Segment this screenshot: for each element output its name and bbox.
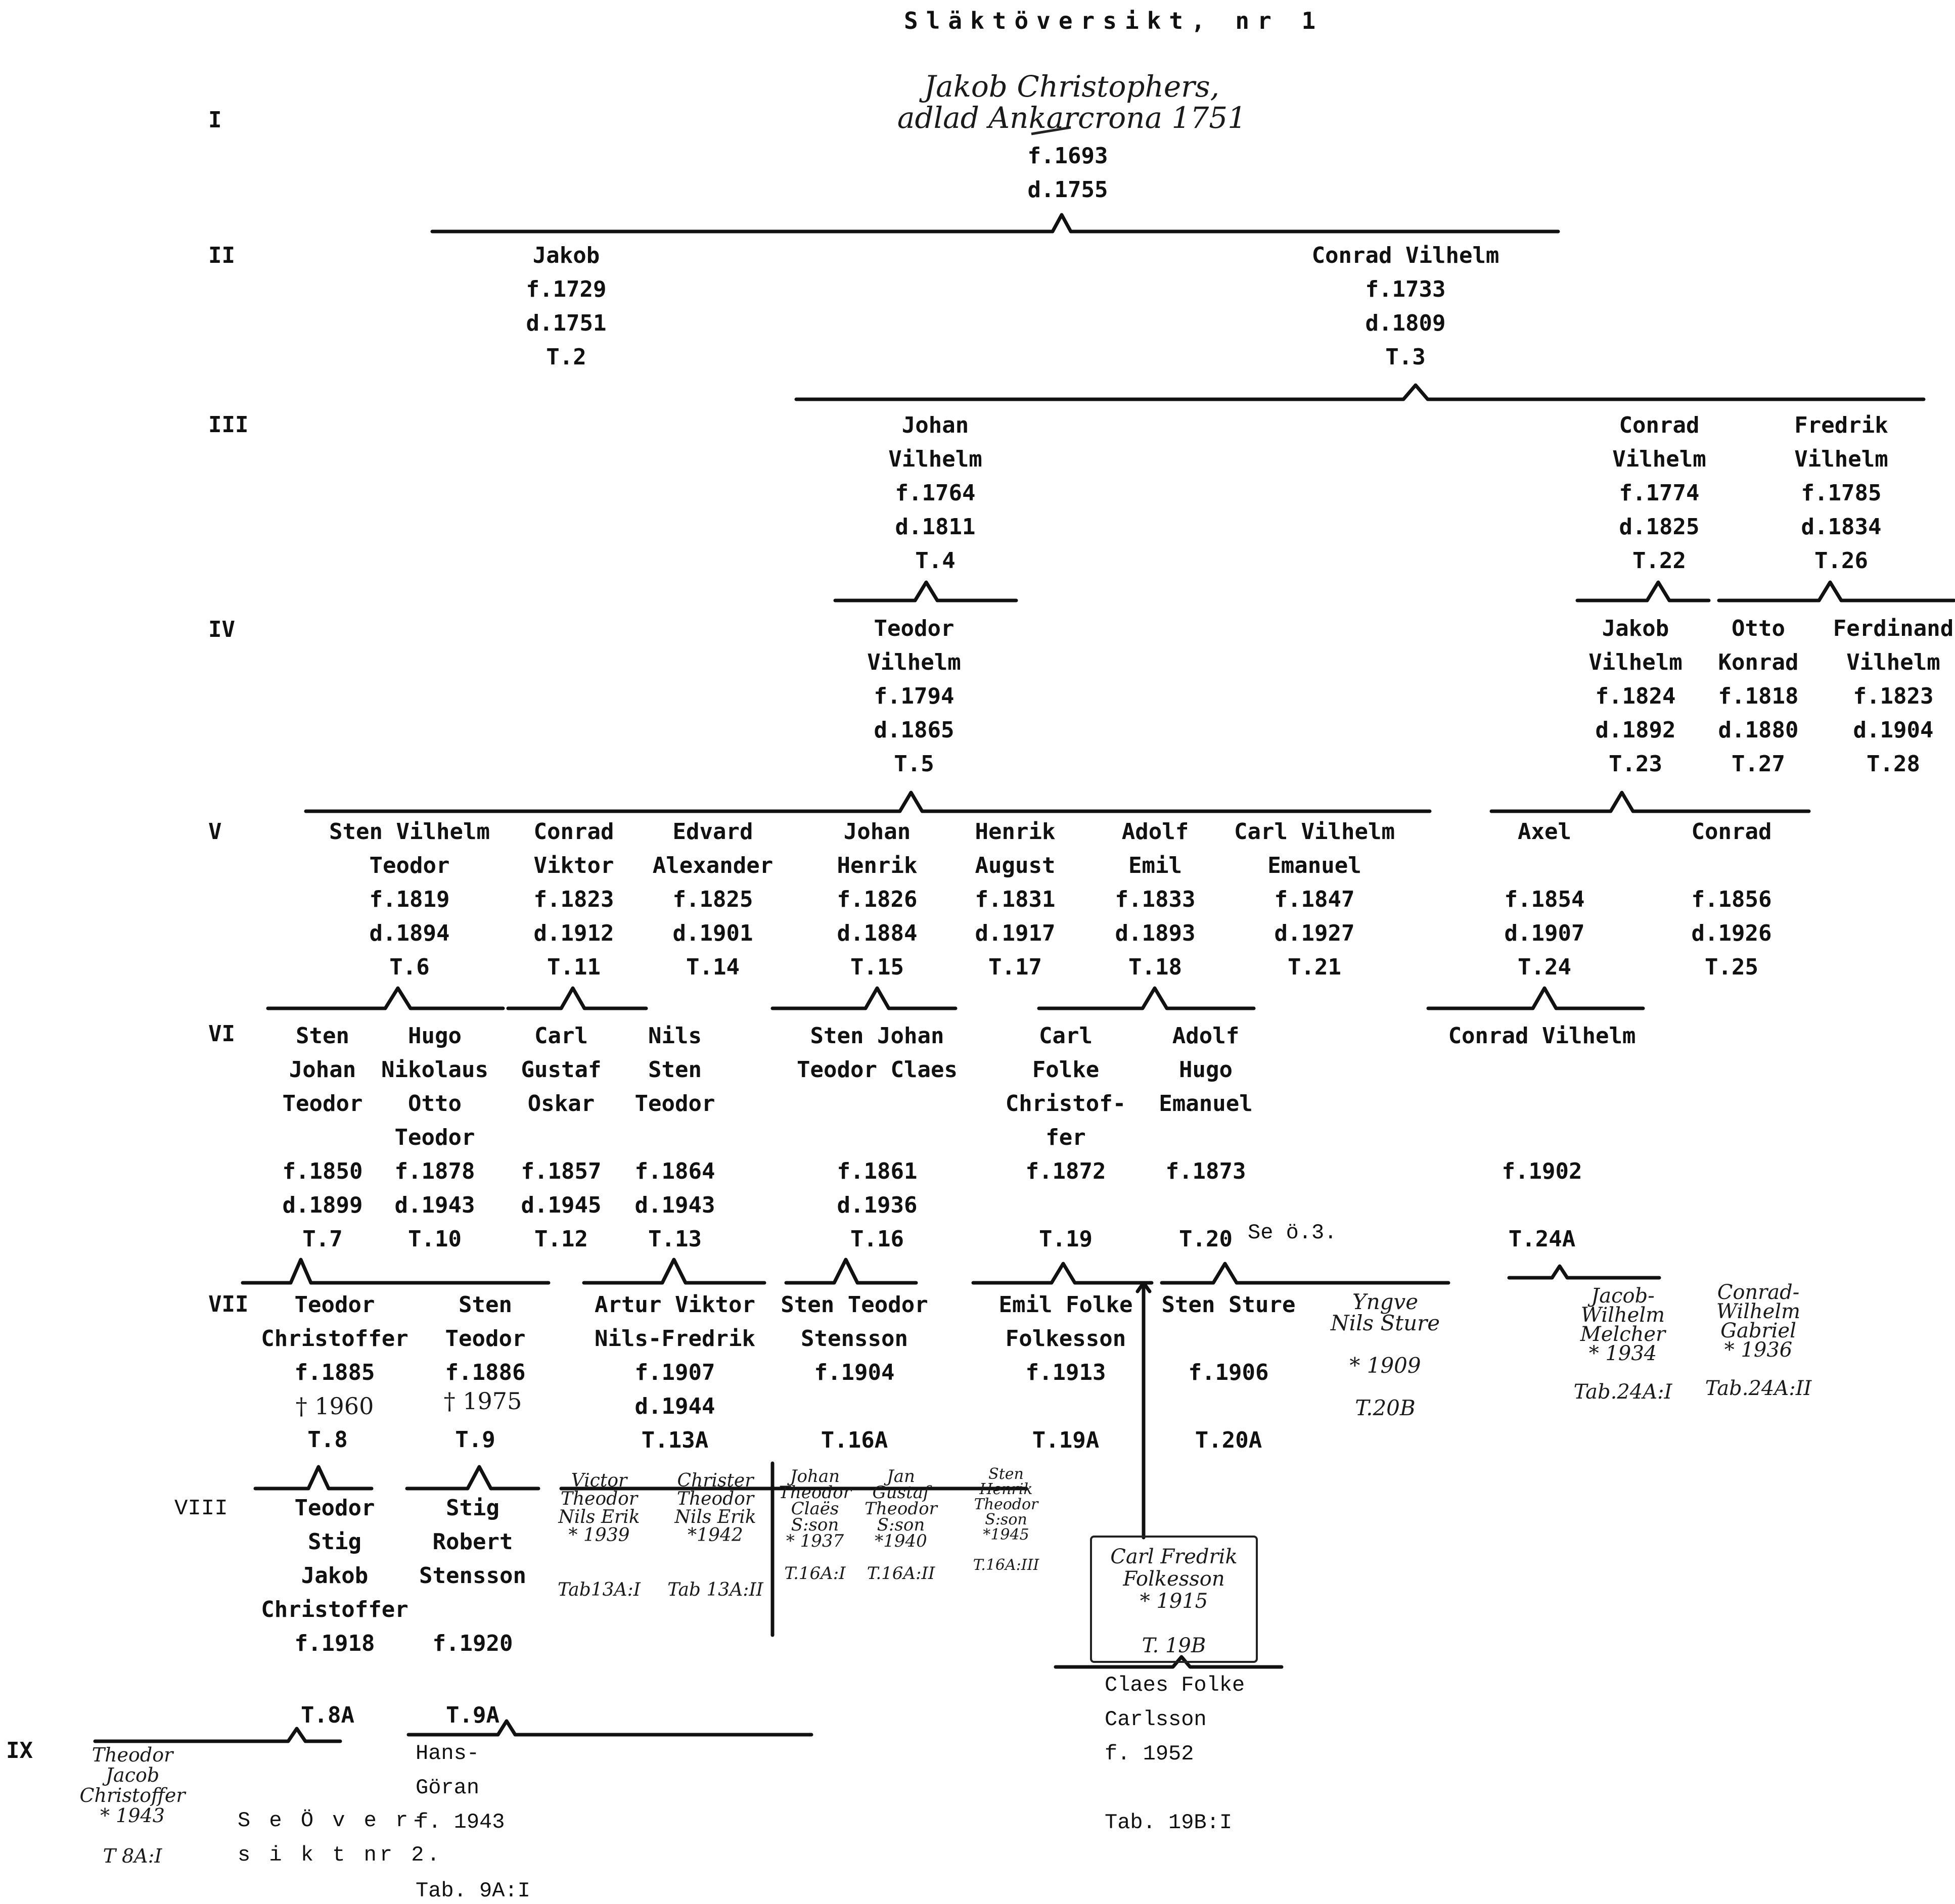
see-overview-note: S e Ö v e r- s i k t nr 2.: [238, 1808, 443, 1867]
person-hugo-nikolaus: Hugo Nikolaus Otto Teodor f.1878 d.1943 T.10: [381, 1023, 488, 1252]
generation-label: VII: [208, 1291, 249, 1317]
person-conrad-1856: Conrad f.1856 d.1926 T.25: [1691, 819, 1772, 980]
person-sten-teodor-1886: Sten Teodor f.1886: [445, 1292, 526, 1385]
person-adolf-emil: Adolf Emil f.1833 d.1893 T.18: [1115, 819, 1196, 980]
person-otto-konrad: Otto Konrad f.1818 d.1880 T.27: [1718, 616, 1799, 777]
person-sten-sture: Sten Sture f.1906 T.20A: [1161, 1292, 1296, 1453]
person-jakob-vilhelm: Jakob Vilhelm f.1824 d.1892 T.23: [1588, 616, 1683, 777]
cross-reference-note: Se ö.3.: [1248, 1221, 1337, 1245]
handwritten-carl-fredrik-folkesson: Carl Fredrik Folkesson * 1915 T. 19B: [1110, 1545, 1238, 1657]
handwritten-conrad-wilhelm-gabriel: Conrad- Wilhelm Gabriel * 1936 Tab.24A:II: [1705, 1281, 1812, 1400]
handwritten-christer-theodor: Christer Theodor Nils Erik *1942 Tab 13A:II: [667, 1470, 763, 1600]
founder-name-handwritten: Jakob Christophers, adlad Ankarcrona 1751: [897, 69, 1247, 135]
handwritten-johan-theodor: Johan Theodor Claës S:son * 1937 T.16A:I: [779, 1466, 851, 1584]
person-emil-folke-folkesson: Emil Folke Folkesson f.1913 T.19A: [998, 1292, 1133, 1453]
table-ref: T.9A: [446, 1702, 499, 1728]
generation-label: III: [208, 412, 249, 438]
person-teodor-christoffer: Teodor Christoffer f.1885: [261, 1292, 408, 1385]
person-carl-vilhelm-emanuel: Carl Vilhelm Emanuel f.1847 d.1927 T.21: [1234, 819, 1395, 980]
person-johan-vilhelm: Johan Vilhelm f.1764 d.1811 T.4: [888, 412, 982, 574]
person-founder: f.1693 d.1755: [1027, 143, 1108, 203]
person-nils-sten-teodor: Nils Sten Teodor f.1864 d.1943 T.13: [634, 1023, 715, 1252]
generation-label: V: [208, 819, 222, 845]
person-ferdinand-vilhelm: Ferdinand Vilhelm f.1823 d.1904 T.28: [1833, 616, 1954, 777]
person-carl-folke-christoffer: Carl Folke Christof- fer f.1872 T.19: [1005, 1023, 1126, 1252]
person-henrik-august: Henrik August f.1831 d.1917 T.17: [975, 819, 1056, 980]
handwritten-theodor-jacob: Theodor Jacob Christoffer * 1943 T 8A:I: [79, 1744, 186, 1867]
typed-claes-folke-carlsson: Claes Folke Carlsson f. 1952 Tab. 19B:I: [1105, 1673, 1245, 1835]
generation-label: I: [208, 107, 222, 133]
person-conrad-vilhelm: Conrad Vilhelm f.1733 d.1809 T.3: [1311, 243, 1499, 370]
generation-label: VI: [208, 1021, 235, 1047]
person-sten-johan-teodor-claes: Sten Johan Teodor Claes f.1861 d.1936 T.16: [797, 1023, 958, 1252]
person-adolf-hugo-emanuel: Adolf Hugo Emanuel f.1873 T.20: [1159, 1023, 1253, 1252]
death-year-handwritten: † 1960: [295, 1392, 374, 1420]
generation-label: IV: [208, 617, 235, 642]
person-axel: Axel f.1854 d.1907 T.24: [1504, 819, 1585, 980]
person-carl-gustaf-oskar: Carl Gustaf Oskar f.1857 d.1945 T.12: [521, 1023, 602, 1252]
person-stig-robert-stensson: Stig Robert Stensson f.1920: [419, 1495, 526, 1656]
table-ref: T.8: [307, 1427, 348, 1453]
table-ref: T.8A: [301, 1702, 354, 1728]
person-sten-vilhelm-teodor: Sten Vilhelm Teodor f.1819 d.1894 T.6: [329, 819, 490, 980]
person-teodor-vilhelm: Teodor Vilhelm f.1794 d.1865 T.5: [867, 616, 961, 777]
person-jakob: Jakob f.1729 d.1751 T.2: [526, 243, 607, 370]
handwritten-yngve-nils-sture: Yngve Nils Sture * 1909 T.20B: [1330, 1289, 1440, 1420]
person-artur-viktor-nils-fredrik: Artur Viktor Nils-Fredrik f.1907 d.1944 T.13A: [595, 1292, 755, 1453]
person-conrad-vilhelm-1902: Conrad Vilhelm f.1902 T.24A: [1448, 1023, 1636, 1252]
handwritten-jacob-wilhelm-melcher: Jacob- Wilhelm Melcher * 1934 Tab.24A:I: [1573, 1284, 1672, 1404]
handwritten-jan-gustaf: Jan Gustaf Theodor S:son *1940 T.16A:II: [865, 1466, 937, 1584]
table-ref: T.9: [455, 1427, 495, 1453]
generation-label: IX: [6, 1738, 33, 1763]
typed-hans-goran: Hans- Göran f. 1943 Tab. 9A:I: [416, 1741, 530, 1903]
person-sten-johan-teodor: Sten Johan Teodor f.1850 d.1899 T.7: [282, 1023, 363, 1252]
generation-label: II: [208, 243, 235, 268]
handwritten-victor-theodor: Victor Theodor Nils Erik * 1939 Tab13A:I: [558, 1470, 641, 1600]
person-johan-henrik: Johan Henrik f.1826 d.1884 T.15: [837, 819, 918, 980]
page-title: Släktöversikt, nr 1: [904, 7, 1324, 34]
person-fredrik-vilhelm: Fredrik Vilhelm f.1785 d.1834 T.26: [1794, 412, 1888, 574]
handwritten-sten-henrik: Sten Henrik Theodor S:son *1945 T.16A:III: [973, 1465, 1039, 1574]
generation-label: VIII: [174, 1496, 228, 1521]
death-year-handwritten: † 1975: [443, 1387, 522, 1415]
person-teodor-stig-jakob: Teodor Stig Jakob Christoffer f.1918: [261, 1495, 408, 1656]
person-conrad-viktor: Conrad Viktor f.1823 d.1912 T.11: [533, 819, 614, 980]
person-edvard-alexander: Edvard Alexander f.1825 d.1901 T.14: [652, 819, 774, 980]
person-conrad-vilhelm-1774: Conrad Vilhelm f.1774 d.1825 T.22: [1612, 412, 1706, 574]
person-sten-teodor-stensson: Sten Teodor Stensson f.1904 T.16A: [781, 1292, 928, 1453]
